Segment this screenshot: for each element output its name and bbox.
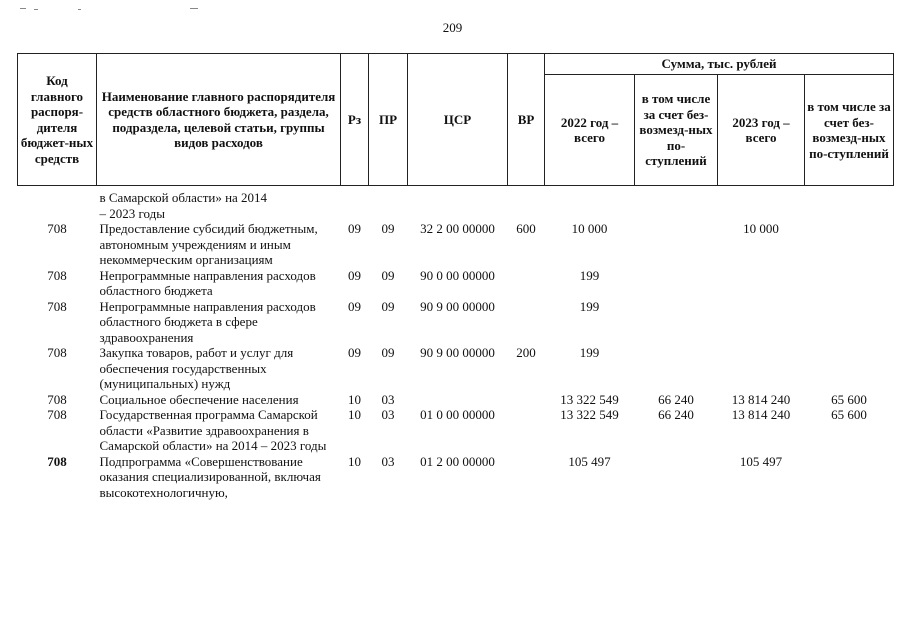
row-name: Непрограммные направления расходов областного бюджета в сфере здравоохранения	[99, 298, 316, 345]
table-row	[18, 268, 894, 299]
header-2023-grants: в том числе за счет без-возмезд-ных по-ступлений	[805, 75, 894, 186]
row-2023-grants	[805, 345, 894, 392]
row-2022-grants: 66 240	[658, 391, 694, 407]
row-rz: 10	[348, 391, 361, 407]
table-row	[18, 454, 894, 501]
row-rz: 09	[348, 298, 361, 314]
row-code: 708	[47, 407, 67, 422]
header-name: Наименование главного распорядителя средств областного бюджета, раздела, подраздела, целевой статьи, группы видов расходов	[97, 54, 341, 186]
row-code: 708	[47, 298, 67, 314]
row-name: Закупка товаров, работ и услуг для обеспечения государственных (муниципальных) нужд	[99, 345, 294, 391]
scan-artifact	[20, 6, 220, 16]
row-code: 708	[47, 267, 67, 283]
row-2023-grants	[805, 186, 894, 222]
budget-table	[17, 53, 894, 500]
row-vr	[508, 186, 545, 222]
row-pr: 03	[381, 407, 395, 422]
row-2023-total: 10 000	[743, 221, 779, 236]
page-number: 209	[442, 20, 463, 35]
header-sum-group: Сумма, тыс. рублей	[545, 54, 894, 75]
row-2023-total	[718, 345, 805, 392]
row-2022-grants	[635, 345, 718, 392]
header-pr: ПР	[369, 54, 408, 186]
row-name: Подпрограмма «Совершенствование оказания специализированной, включая высокотехнологичную,	[99, 453, 321, 500]
row-2022-grants	[635, 299, 718, 346]
row-code: 708	[47, 391, 67, 407]
table-row	[18, 392, 894, 408]
row-vr	[508, 268, 545, 299]
row-2023-grants: 65 600	[831, 391, 867, 407]
header-vr: ВР	[508, 54, 545, 186]
row-csr: 32 2 00 00000	[420, 221, 495, 236]
row-csr: 01 2 00 00000	[420, 453, 495, 469]
row-vr	[508, 299, 545, 346]
header-2022-grants: в том числе за счет без-возмезд-ных по-ступлений	[635, 75, 718, 186]
row-2022-grants: 66 240	[658, 407, 694, 422]
row-code: 708	[47, 345, 67, 360]
row-code: 708	[47, 221, 67, 236]
row-2023-total	[718, 268, 805, 299]
row-pr	[369, 186, 408, 222]
row-pr: 09	[381, 298, 395, 314]
row-rz: 09	[348, 267, 361, 283]
row-2023-total	[718, 299, 805, 346]
row-2022-total: 13 322 549	[560, 391, 619, 407]
row-2022-grants	[635, 186, 718, 222]
row-csr: 90 0 00 00000	[420, 267, 495, 283]
row-pr: 03	[381, 453, 395, 469]
row-name: Непрограммные направления расходов областного бюджета	[99, 267, 316, 298]
row-2023-grants	[805, 221, 894, 268]
row-name: в Самарской области» на 2014 – 2023 годы	[99, 190, 268, 221]
row-pr: 09	[381, 267, 395, 283]
table-row	[18, 407, 894, 454]
row-rz: 09	[348, 221, 361, 236]
row-vr: 200	[516, 345, 536, 360]
row-rz: 10	[348, 453, 361, 469]
row-rz: 09	[348, 345, 361, 360]
header-rz: Рз	[341, 54, 369, 186]
header-2022-total: 2022 год – всего	[545, 75, 635, 186]
row-vr	[508, 392, 545, 408]
row-csr	[408, 186, 508, 222]
header-2023-total: 2023 год – всего	[718, 75, 805, 186]
row-2022-grants	[635, 454, 718, 501]
header-code: Код главного распоря-дителя бюджет-ных средств	[18, 54, 97, 186]
table-row	[18, 299, 894, 346]
row-name: Социальное обеспечение населения	[99, 391, 299, 407]
row-2022-total: 105 497	[568, 453, 611, 469]
row-2022-grants	[635, 268, 718, 299]
row-csr: 90 9 00 00000	[420, 345, 495, 360]
header-csr: ЦСР	[408, 54, 508, 186]
row-pr: 03	[381, 391, 395, 407]
row-2022-total	[545, 186, 635, 222]
row-2023-grants	[805, 454, 894, 501]
row-vr: 600	[516, 221, 536, 236]
row-2022-total: 10 000	[571, 221, 608, 236]
row-vr	[508, 454, 545, 501]
row-2022-total: 199	[579, 345, 600, 360]
row-2023-grants	[805, 299, 894, 346]
row-code	[18, 186, 97, 222]
row-code: 708	[47, 453, 67, 469]
row-2023-grants: 65 600	[831, 407, 867, 422]
row-rz	[341, 186, 369, 222]
row-2022-total: 199	[579, 267, 600, 283]
row-2022-total: 13 322 549	[560, 407, 619, 422]
row-2023-total: 13 814 240	[731, 407, 791, 422]
row-csr	[408, 392, 508, 408]
table-row	[18, 186, 894, 222]
row-pr: 09	[381, 221, 395, 236]
table-row	[18, 221, 894, 268]
row-2023-total: 13 814 240	[731, 391, 791, 407]
row-vr	[508, 407, 545, 454]
row-rz: 10	[348, 407, 361, 422]
row-2023-grants	[805, 268, 894, 299]
row-2022-total: 199	[579, 298, 600, 314]
row-csr: 01 0 00 00000	[420, 407, 495, 422]
table-row	[18, 345, 894, 392]
row-csr: 90 9 00 00000	[420, 298, 495, 314]
row-2023-total	[718, 186, 805, 222]
row-2023-total: 105 497	[739, 453, 783, 469]
row-pr: 09	[381, 345, 395, 360]
row-2022-grants	[635, 221, 718, 268]
row-name: Предоставление субсидий бюджетным, автономным учреждениям и иным некоммерческим организациям	[99, 221, 318, 267]
row-name: Государственная программа Самарской области «Развитие здравоохранения в Самарской области» на 2014 – 2023 годы	[99, 407, 327, 453]
